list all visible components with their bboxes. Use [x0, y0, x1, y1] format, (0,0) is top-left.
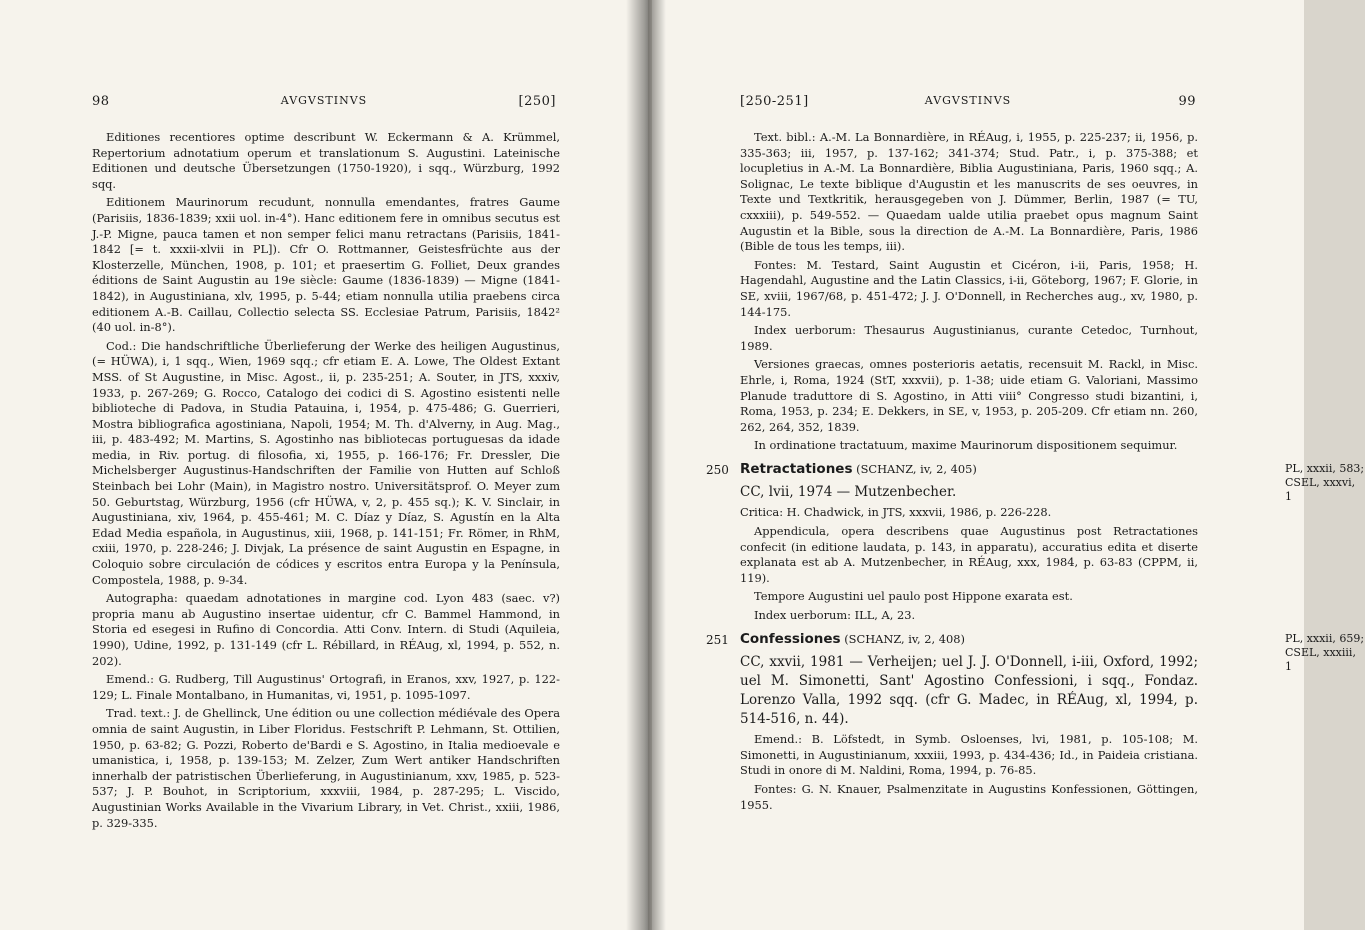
paragraph-text-bibl: Text. bibl.: A.-M. La Bonnardière, in RÉAug, i, 1955, p. 225-237; ii, 1956, p. 335-363; iii, 1957, p. 137-162; 341-374; Stud. Patr., i, p. 375-388; et locupletius in A.-M. La Bonnardière, Biblia Augustiniana, Paris, 1960 sqq.; A. Solignac, Le texte biblique d'Augustin et les manuscrits de ses oeuvres, in Texte und Textkritik, herausgegeben von J. Dümmer, Berlin, 1987 (= TU, cxxxiii), p. 549-552. — Quaedam ualde utilia praebet opus magnum Saint Augustin et la Bible, sous la direction de A.-M. La Bonnardière, Paris, 1986 (Bible de tous les temps, iii). [740, 130, 1198, 254]
paragraph-cod: Cod.: Die handschriftliche Überlieferung der Werke des heiligen Augustinus, (= HÜWA), i, 1 sqq., Wien, 1969 sqq.; cfr etiam E. A. Lowe, The Oldest Extant MSS. of St Augustine, in Misc. Agost., ii, p. 235-251; A. Souter, in JTS, xxxiv, 1933, p. 267-269; G. Rocco, Catalogo dei codici di S. Agostino esistenti nelle biblioteche di Padova, in Studia Patauina, i, 1954, p. 475-486; G. Guerrieri, Mostra bibliografica agostiniana, Napoli, 1954; M. Th. d'Alverny, in Aug. Mag., iii, p. 483-492; M. Martins, S. Agostinho nas bibliotecas portuguesas da idade media, in Riv. portug. di filosofia, xi, 1955, p. 166-176; Fr. Dressler, Die Michelsberger Augustinus-Handschriften der Familie von Hutten auf Schloß Steinbach bei Lohr (Main), in Magistro nostro. Universitätsprof. O. Meyer zum 50. Geburtstag, Würzburg, 1956 (cfr HÜWA, v, 2, p. 455 sq.); K. V. Sinclair, in Augustiniana, xiv, 1964, p. 455-461; M. C. Díaz y Díaz, S. Agustín en la Alta Edad Media española, in Augustinus, xiii, 1968, p. 141-151; Fr. Römer, in RhM, cxiii, 1970, p. 228-246; J. Divjak, La présence de saint Augustin en Espagne, in Coloquio sobre circulación de códices y escritos entra Europa y la Península, Compostela, 1988, p. 9-34. [92, 338, 560, 587]
entry-250-number: 250 [706, 462, 729, 477]
right-section-number: [250-251] [740, 94, 809, 109]
left-running-head: AVGVSTINVS [280, 94, 368, 107]
paragraph-emend: Emend.: G. Rudberg, Till Augustinus' Ortografi, in Eranos, xxv, 1927, p. 122-129; L. Finale Montalbano, in Humanitas, vi, 1951, p. 1095-1097. [92, 672, 560, 702]
paragraph-autographa: Autographa: quaedam adnotationes in margine cod. Lyon 483 (saec. v?) propria manu ab Augustino insertae uidentur, cfr C. Bammel Hammond, in Storia ed esegesi in Rufino di Concordia. Atti Conv. Intern. di Studi (Aquileia, 1990), Udine, 1992, p. 131-149 (cfr L. Rébillard, in RÉAug, xl, 1994, p. 552, n. 202). [92, 591, 560, 668]
paragraph-trad-text: Trad. text.: J. de Ghellinck, Une édition ou une collection médiévale des Opera omnia de saint Augustin, in Liber Floridus. Festschrift P. Lehmann, St. Ottilien, 1950, p. 63-82; G. Pozzi, Roberto de'Bardi e S. Agostino, in Italia medioevale e umanistica, i, 1958, p. 139-153; M. Zelzer, Zum Wert antiker Handschriften innerhalb der patristischen Überlieferung, in Augustinianum, xxv, 1985, p. 523-537; J. P. Bouhot, in Scriptorium, xxxviii, 1984, p. 287-295; L. Viscido, Augustinian Works Available in the Vivarium Library, in Vet. Christ., xxiii, 1986, p. 329-335. [92, 706, 560, 830]
entry-250-index: Index uerborum: ILL, A, 23. [754, 608, 916, 623]
entry-251-emend: Emend.: B. Löfstedt, in Symb. Osloenses, lvi, 1981, p. 105-108; M. Simonetti, in Augustinianum, xxxiii, 1993, p. 434-436; Id., in Paideia cristiana. Studi in onore di M. Naldini, Roma, 1994, p. 76-85. [740, 732, 1198, 778]
entry-251-margin-ref: PL, xxxii, 659; CSEL, xxxiii, 1 [1285, 631, 1365, 673]
entry-251-fontes: Fontes: G. N. Knauer, Psalmenzitate in Augustins Konfessionen, Göttingen, 1955. [740, 782, 1198, 812]
paragraph-ordinatione: In ordinatione tractatuum, maxime Maurinorum dispositionem sequimur. [754, 438, 1178, 453]
left-page-body [92, 130, 560, 834]
paragraph-fontes: Fontes: M. Testard, Saint Augustin et Cicéron, i-ii, Paris, 1958; H. Hagendahl, Augustine and the Latin Classics, i-ii, Göteborg, 1967; F. Glorie, in SE, xviii, 1967/68, p. 451-472; J. J. O'Donnell, in Recherches aug., xv, 1980, p. 144-175. [740, 257, 1198, 319]
entry-251 [706, 630, 1365, 673]
entry-251-number: 251 [706, 632, 729, 647]
right-running-head: AVGVSTINVS [924, 94, 1012, 107]
entry-250-tempore: Tempore Augustini uel paulo post Hippone exarata est. [754, 589, 1073, 604]
right-page-number: 99 [1178, 94, 1196, 109]
book-gutter-shadow [626, 0, 666, 930]
paragraph-editiones: Editiones recentiores optime describunt W. Eckermann & A. Krümmel, Repertorium adnotatium operum et translationum S. Augustini. Lateinische Editionen und deutsche Übersetzungen (1750-1920), i sqq., Würzburg, 1992 sqq. [92, 130, 560, 191]
paragraph-versiones-graecas: Versiones graecas, omnes posterioris aetatis, recensuit M. Rackl, in Misc. Ehrle, i, Roma, 1924 (StT, xxxvii), p. 1-38; uide etiam G. Valoriani, Massimo Planude traduttore di S. Agostino, in Atti viii° Congresso studi bizantini, i, Roma, 1953, p. 234; E. Dekkers, in SE, v, 1953, p. 205-209. Cfr etiam nn. 260, 262, 264, 352, 1839. [740, 357, 1198, 434]
entry-250-meta: (SCHANZ, iv, 2, 405) [856, 461, 977, 476]
left-page [0, 0, 648, 930]
paragraph-index-uerborum: Index uerborum: Thesaurus Augustinianus, curante Cetedoc, Turnhout, 1989. [740, 323, 1198, 353]
entry-250-margin-ref: PL, xxxii, 583; CSEL, xxxvi, 1 [1285, 461, 1365, 503]
entry-251-meta: (SCHANZ, iv, 2, 408) [844, 631, 965, 646]
left-section-number: [250] [518, 94, 556, 109]
entry-251-edition: CC, xxvii, 1981 — Verheijen; uel J. J. O'Donnell, i-iii, Oxford, 1992; uel M. Simonetti, Sant' Agostino Confessioni, i sqq., Fondaz. Lorenzo Valla, 1992 sqq. (cfr G. Madec, in RÉAug, xl, 1994, p. 514-516, n. 44). [740, 654, 1198, 728]
entry-250-critica: Critica: H. Chadwick, in JTS, xxxvii, 1986, p. 226-228. [740, 505, 1052, 520]
right-page [652, 0, 1365, 930]
entry-250-edition: CC, lvii, 1974 — Mutzenbecher. [740, 484, 957, 501]
left-page-number: 98 [92, 94, 110, 109]
paragraph-maurinorum: Editionem Maurinorum recudunt, nonnulla emendantes, fratres Gaume (Parisiis, 1836-1839; xxii uol. in-4°). Hanc editionem fere in omnibus secutus est J.-P. Migne, pauca tamen et non semper felici manu retractans (Parisiis, 1841-1842 [= t. xxxii-xlvii in PL]). Cfr O. Rottmanner, Geistesfrüchte aus der Klosterzelle, München, 1908, p. 101; et praesertim G. Folliet, Deux grandes éditions de Saint Augustin au 19e siècle: Gaume (1836-1839) — Migne (1841-1842), in Augustiniana, xlv, 1995, p. 5-44; etiam nonnulla utilia praebens circa editionem A.-B. Caillau, Collectio selecta SS. Ecclesiae Patrum, Parisiis, 1842² (40 uol. in-8°). [92, 195, 560, 335]
entry-250-appendicula: Appendicula, opera describens quae Augustinus post Retractationes confecit (in editione laudata, p. 143, in apparatu), accuratius edita et diserte explanata est ab A. Mutzenbecher, in RÉAug, xxx, 1984, p. 63-83 (CPPM, ii, 119). [740, 524, 1198, 585]
right-page-body [706, 130, 1365, 816]
entry-251-title: Confessiones [740, 630, 841, 647]
entry-250-title: Retractationes [740, 460, 853, 477]
